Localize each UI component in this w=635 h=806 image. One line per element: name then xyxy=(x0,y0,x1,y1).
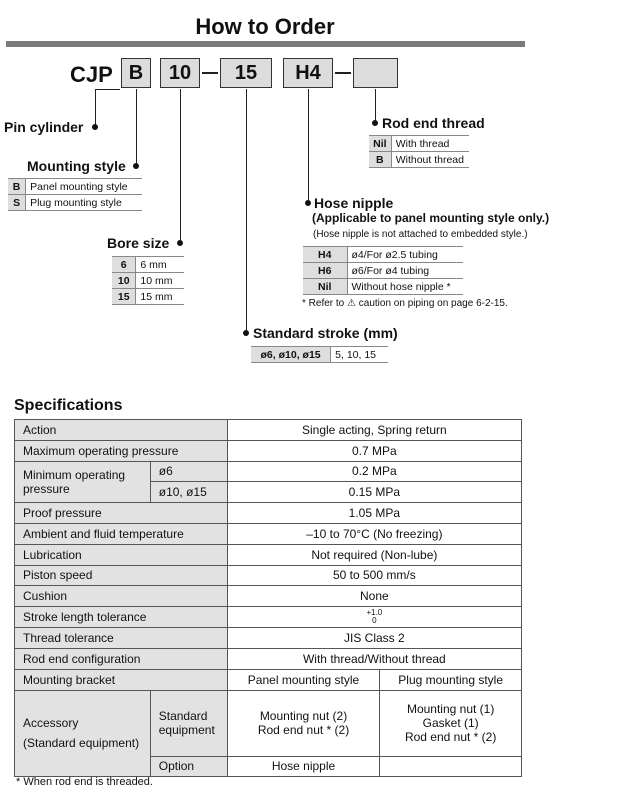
table-row xyxy=(15,565,522,586)
option-code: 15 xyxy=(112,289,136,305)
accessory-item: Mounting nut (1) xyxy=(406,702,495,717)
hose-nipple-label: Hose nipple xyxy=(314,195,394,211)
model-prefix: CJP xyxy=(70,62,113,87)
table-row xyxy=(15,648,522,669)
spec-value xyxy=(227,607,521,628)
option-value: 5, 10, 15 xyxy=(331,347,388,363)
accessory-label: Accessory xyxy=(23,716,79,731)
spec-label: Minimum operating pressure xyxy=(15,461,151,503)
spec-label: Piston speed xyxy=(15,565,228,586)
table-row xyxy=(8,179,142,195)
standard-stroke-label: Standard stroke (mm) xyxy=(253,325,398,341)
spec-sublabel: Option xyxy=(150,756,227,777)
spec-value: 1.05 MPa xyxy=(227,503,521,524)
accessory-item: Mounting nut (2) xyxy=(259,709,348,724)
table-row xyxy=(15,607,522,628)
spec-label: Lubrication xyxy=(15,544,228,565)
table-row xyxy=(251,347,388,363)
spec-value xyxy=(227,690,380,756)
spec-value: None xyxy=(227,586,521,607)
spec-sublabel: ø6 xyxy=(150,461,227,482)
option-code: H6 xyxy=(303,263,347,279)
spec-value xyxy=(380,690,522,756)
option-value: ø4/For ø2.5 tubing xyxy=(347,247,463,263)
spec-value: 0.15 MPa xyxy=(227,482,521,503)
option-code: Nil xyxy=(303,279,347,295)
code-mounting-style: B xyxy=(121,58,151,88)
option-value: 10 mm xyxy=(136,273,184,289)
accessory-item: Gasket (1) xyxy=(422,716,479,731)
option-code: B xyxy=(369,152,391,168)
standard-stroke-dot xyxy=(243,330,249,336)
connector-line xyxy=(246,89,247,333)
spec-value: 0.7 MPa xyxy=(227,440,521,461)
option-value: Plug mounting style xyxy=(26,195,142,211)
connector-line xyxy=(375,89,376,123)
mounting-style-dot xyxy=(133,163,139,169)
option-value: Without hose nipple * xyxy=(347,279,463,295)
connector-line xyxy=(308,89,309,203)
specifications-title: Specifications xyxy=(14,397,123,414)
spec-value-empty xyxy=(380,756,522,777)
spec-value: –10 to 70°C (No freezing) xyxy=(227,523,521,544)
hose-nipple-refer: * Refer to ⚠ caution on piping on page 6-2-15. xyxy=(302,298,508,309)
spec-value: Plug mounting style xyxy=(380,669,522,690)
spec-value: 50 to 500 mm/s xyxy=(227,565,521,586)
how-to-order-title: How to Order xyxy=(195,14,335,39)
code-hose-nipple: H4 xyxy=(283,58,333,88)
spec-value: Panel mounting style xyxy=(227,669,380,690)
option-code: ø6, ø10, ø15 xyxy=(251,347,331,363)
bore-size-table xyxy=(112,256,184,305)
code-rod-end-thread xyxy=(353,58,398,88)
code-stroke: 15 xyxy=(220,58,272,88)
accessory-item: Rod end nut * (2) xyxy=(257,723,350,738)
bore-size-label: Bore size xyxy=(107,235,170,251)
spec-label: Stroke length tolerance xyxy=(15,607,228,628)
spec-label: Ambient and fluid temperature xyxy=(15,523,228,544)
specifications-table xyxy=(14,419,522,777)
connector-line xyxy=(180,89,181,243)
rod-end-thread-label: Rod end thread xyxy=(382,115,485,131)
hose-nipple-sublabel: (Applicable to panel mounting style only.) xyxy=(312,211,550,225)
table-row xyxy=(303,247,463,263)
hose-nipple-table xyxy=(303,246,463,295)
mounting-style-label: Mounting style xyxy=(27,158,126,174)
option-value: Panel mounting style xyxy=(26,179,142,195)
table-row xyxy=(15,628,522,649)
pin-cylinder-label: Pin cylinder xyxy=(4,119,84,135)
table-row xyxy=(15,544,522,565)
spec-value: JIS Class 2 xyxy=(227,628,521,649)
tolerance-upper: +1.0 xyxy=(366,608,383,618)
table-row xyxy=(15,523,522,544)
spec-label: Thread tolerance xyxy=(15,628,228,649)
option-value: ø6/For ø4 tubing xyxy=(347,263,463,279)
spec-value: Single acting, Spring return xyxy=(227,420,521,441)
spec-sublabel: ø10, ø15 xyxy=(150,482,227,503)
option-code: 6 xyxy=(112,257,136,273)
table-row xyxy=(15,440,522,461)
spec-label: Mounting bracket xyxy=(15,669,228,690)
table-row xyxy=(369,136,469,152)
code-dash xyxy=(335,72,351,74)
table-row xyxy=(15,503,522,524)
rod-end-thread-table xyxy=(369,135,469,168)
table-row xyxy=(112,273,184,289)
table-row xyxy=(303,263,463,279)
table-row xyxy=(8,195,142,211)
spec-value: Hose nipple xyxy=(227,756,380,777)
option-code: S xyxy=(8,195,26,211)
spec-label: Maximum operating pressure xyxy=(15,440,228,461)
pin-cylinder-dot xyxy=(92,124,98,130)
hose-nipple-note: (Hose nipple is not attached to embedded style.) xyxy=(313,229,528,240)
code-dash xyxy=(202,72,218,74)
table-row xyxy=(15,461,522,482)
option-code: B xyxy=(8,179,26,195)
table-row xyxy=(303,279,463,295)
accessory-item: Rod end nut * (2) xyxy=(404,730,497,745)
table-row xyxy=(15,420,522,441)
table-row xyxy=(15,586,522,607)
option-value: 15 mm xyxy=(136,289,184,305)
hose-nipple-dot xyxy=(305,200,311,206)
option-value: 6 mm xyxy=(136,257,184,273)
connector-line xyxy=(95,89,120,90)
spec-label: Cushion xyxy=(15,586,228,607)
title-divider xyxy=(6,41,525,47)
rod-end-thread-dot xyxy=(372,120,378,126)
table-row xyxy=(15,669,522,690)
spec-label: Action xyxy=(15,420,228,441)
option-value: Without thread xyxy=(391,152,469,168)
bore-size-dot xyxy=(177,240,183,246)
connector-line xyxy=(95,89,96,127)
code-bore-size: 10 xyxy=(160,58,200,88)
spec-value: 0.2 MPa xyxy=(227,461,521,482)
spec-label xyxy=(15,690,151,777)
standard-stroke-table xyxy=(251,346,388,363)
option-code: H4 xyxy=(303,247,347,263)
spec-value: With thread/Without thread xyxy=(227,648,521,669)
table-row xyxy=(112,289,184,305)
spec-label: Proof pressure xyxy=(15,503,228,524)
table-row xyxy=(369,152,469,168)
connector-line xyxy=(136,89,137,167)
table-row xyxy=(15,690,522,756)
footnote: * When rod end is threaded. xyxy=(16,776,153,788)
option-value: With thread xyxy=(391,136,469,152)
option-code: Nil xyxy=(369,136,391,152)
mounting-style-table xyxy=(8,178,142,211)
option-code: 10 xyxy=(112,273,136,289)
accessory-label-2: (Standard equipment) xyxy=(23,736,140,751)
tolerance-lower: 0 xyxy=(372,616,377,626)
table-row xyxy=(112,257,184,273)
spec-value: Not required (Non-lube) xyxy=(227,544,521,565)
spec-sublabel: Standard equipment xyxy=(150,690,227,756)
spec-label: Rod end configuration xyxy=(15,648,228,669)
